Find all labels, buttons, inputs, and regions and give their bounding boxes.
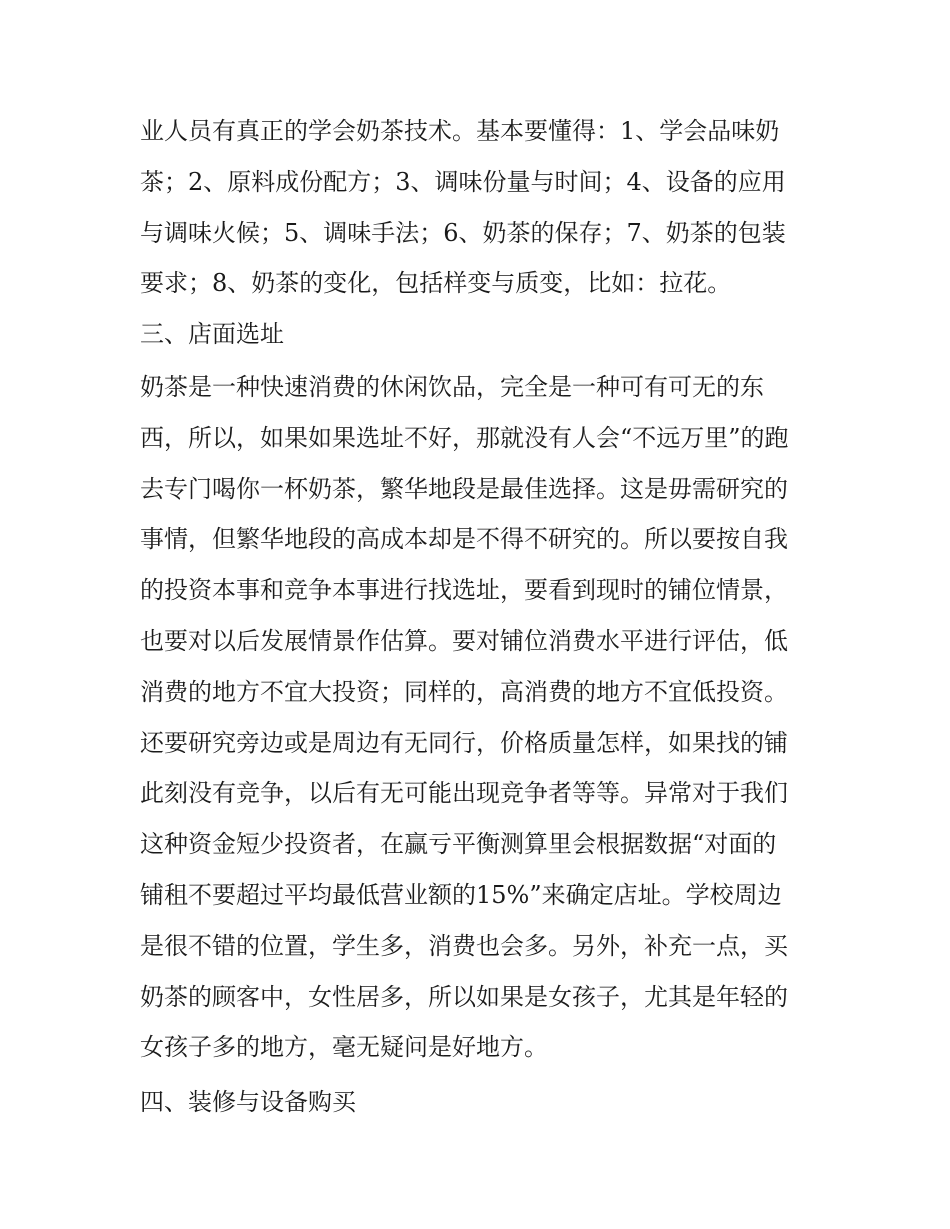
text-line: 茶；2、原料成份配方；3、调味份量与时间；4、设备的应用 bbox=[140, 167, 786, 196]
text-line: 西，所以，如果如果选址不好，那就没有人会“不远万里”的跑 bbox=[140, 423, 789, 452]
section-heading-decoration: 四、装修与设备购买 bbox=[140, 1088, 356, 1117]
text-line: 奶茶的顾客中，女性居多，所以如果是女孩子，尤其是年轻的 bbox=[140, 982, 788, 1011]
text-line: 铺租不要超过平均最低营业额的15%”来确定店址。学校周边 bbox=[140, 880, 782, 909]
text-line: 要求；8、奶茶的变化，包括样变与质变，比如：拉花。 bbox=[140, 269, 732, 298]
text-line: 是很不错的位置，学生多，消费也会多。另外，补充一点，买 bbox=[140, 931, 788, 960]
text-line: 女孩子多的地方，毫无疑问是好地方。 bbox=[140, 1033, 548, 1062]
text-line: 的投资本事和竞争本事进行找选址，要看到现时的铺位情景， bbox=[140, 576, 788, 605]
section-heading-location: 三、店面选址 bbox=[140, 320, 284, 349]
paragraph-location bbox=[140, 362, 812, 1073]
text-line: 消费的地方不宜大投资；同样的，高消费的地方不宜低投资。 bbox=[140, 677, 788, 706]
text-line: 与调味火候；5、调味手法；6、奶茶的保存；7、奶茶的包装 bbox=[140, 218, 786, 247]
text-line: 这种资金短少投资者，在赢亏平衡测算里会根据数据“对面的 bbox=[140, 830, 777, 859]
text-line: 还要研究旁边或是周边有无同行，价格质量怎样，如果找的铺 bbox=[140, 728, 788, 757]
text-line: 此刻没有竞争，以后有无可能出现竞争者等等。异常对于我们 bbox=[140, 779, 788, 808]
text-line: 也要对以后发展情景作估算。要对铺位消费水平进行评估，低 bbox=[140, 626, 788, 655]
text-line: 业人员有真正的学会奶茶技术。基本要懂得：1、学会品味奶 bbox=[140, 117, 780, 145]
document-body bbox=[140, 106, 812, 1128]
text-line: 去专门喝你一杯奶茶，繁华地段是最佳选择。这是毋需研究的 bbox=[140, 474, 788, 503]
text-line: 奶茶是一种快速消费的休闲饮品，完全是一种可有可无的东 bbox=[140, 372, 764, 401]
paragraph-skills bbox=[140, 106, 812, 309]
text-line: 事情，但繁华地段的高成本却是不得不研究的。所以要按自我 bbox=[140, 525, 788, 554]
